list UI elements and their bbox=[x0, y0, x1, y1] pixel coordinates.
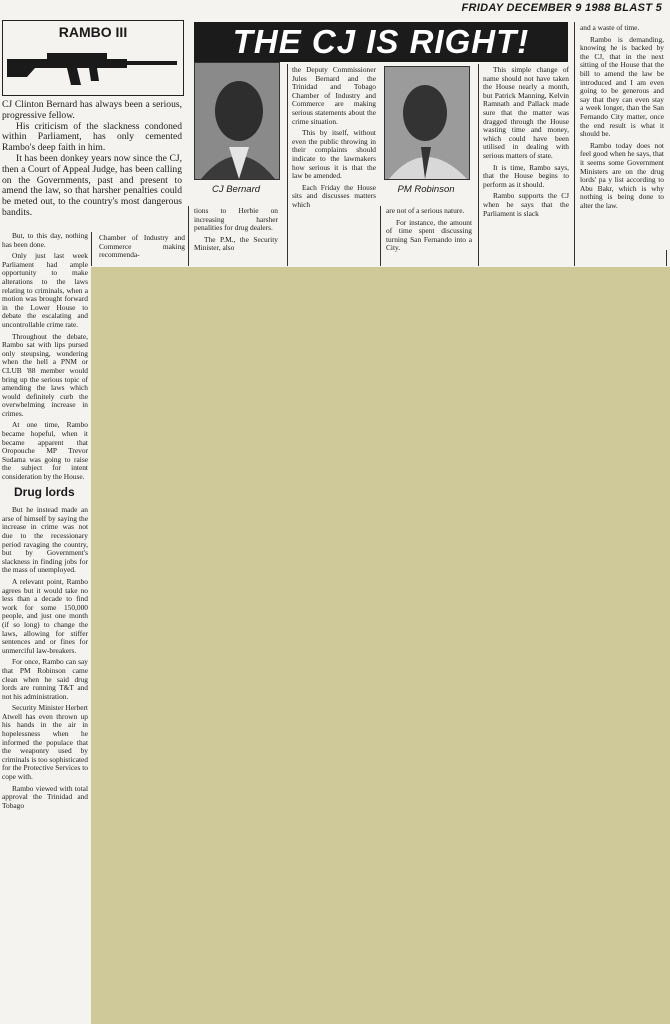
photo-pm-robinson bbox=[384, 66, 470, 180]
article-column-b bbox=[194, 207, 278, 256]
article-column-d bbox=[386, 207, 472, 256]
blank-page-area bbox=[91, 267, 670, 1024]
photo-caption-2: PM Robinson bbox=[397, 184, 455, 195]
paragraph: At one time, Rambo became hopeful, when it became apparent that Oropouche MP Trevor Sudama was going to raise the subject for intent consideration by the House. bbox=[2, 420, 88, 482]
column-rule bbox=[380, 206, 381, 266]
column-rule bbox=[287, 64, 288, 266]
portrait-icon bbox=[385, 67, 469, 179]
paragraph: the Deputy Commissioner Jules Bernard and the Trinidad and Tobago Chamber of Industry and Commerce are making serious statements about the crime situation. bbox=[292, 65, 376, 126]
paragraph: Each Friday the House sits and discusses matters which bbox=[292, 182, 376, 209]
paragraph: are not of a serious nature. bbox=[386, 206, 465, 215]
subheading: Drug lords bbox=[14, 484, 75, 499]
column-rule bbox=[188, 206, 189, 266]
paragraph: But, to this day, nothing has been done. bbox=[2, 231, 88, 249]
headline: THE CJ IS RIGHT! bbox=[194, 22, 568, 62]
dateline: FRIDAY DECEMBER 9 1988 BLAST 5 bbox=[461, 2, 662, 14]
paragraph: Only just last week Parliament had ample opportunity to make alterations to the laws relating to criminals, when a motion was brought forward in the Lower House to debate the escalating and uncontrollable crime rate. bbox=[2, 251, 88, 329]
photo-cj-bernard bbox=[194, 62, 280, 180]
paragraph: It is time, Rambo says, that the House begins to perform as it should. bbox=[483, 162, 569, 189]
column-rule bbox=[574, 22, 575, 266]
lead-paragraph: His criticism of the slackness condoned within Parliament, has only cemented Rambo's deep faith in him. bbox=[2, 120, 182, 154]
paragraph: For instance, the amount of time spent discussing turning San Fernando into a City. bbox=[386, 217, 472, 253]
paragraph: Rambo supports the CJ when he says that the Parliament is slack bbox=[483, 191, 569, 218]
paragraph: This simple change of name should not have taken the House nearly a month, but Patrick Manning, Kelvin Ramnath and Pallack made sure that the matter was dragged through the House wasting time and money, which could have been utilised in dealing with serious matters of state. bbox=[483, 65, 569, 160]
article-column-f bbox=[580, 24, 664, 213]
paragraph: and a waste of time. bbox=[580, 23, 640, 32]
paragraph: Rambo viewed with total approval the Trinidad and Tobago bbox=[2, 783, 88, 810]
column-title: RAMBO III bbox=[58, 24, 128, 40]
paragraph: tions to Herbie on increasing harsher penalities for drug dealers. bbox=[194, 206, 278, 233]
paragraph: Rambo today does not feel good when he says, that it seems some Government Ministers are on the drug lords' pa y list according to Abu Bakr, which is why nothing is being done to alter the law. bbox=[580, 140, 664, 210]
paragraph: Chamber of Industry and Commerce making recommenda- bbox=[99, 233, 185, 260]
column-logo-box bbox=[2, 20, 184, 96]
article-column-left bbox=[2, 232, 88, 813]
paragraph: This by itself, without even the public throwing in their complaints should indicate to the lawmakers how serious it is that the law be amended. bbox=[292, 128, 376, 181]
paragraph: The P.M., the Security Minister, also bbox=[194, 234, 278, 253]
column-rule bbox=[666, 250, 667, 266]
paragraph: A relevant point, Rambo agrees but it would take no less than a decade to find work for some 150,000 people, and just one month (if so long) to change the laws, allowing for stiffer sentences and or fines for unmerciful law-breakers. bbox=[2, 576, 88, 655]
photo-caption-1: CJ Bernard bbox=[211, 184, 261, 195]
paragraph: For once, Rambo can say that PM Robinson came clean when he said drug lords are running T&T and not his administration. bbox=[2, 657, 88, 701]
lead-paragraph: It has been donkey years now since the CJ, then a Court of Appeal Judge, has been calling on the Governments, past and present to amend the law, so that harsher penalties could be meted out, to the country's most dangerous bandits. bbox=[2, 152, 182, 218]
column-rule bbox=[91, 232, 92, 266]
paragraph: Rambo is demanding, knowing he is backed by the CJ, that in the next sitting of the House that the bill to amend the law be introduced and I am even going to be generous and say that they can even stay a week longer, than the San Fernando City matter, once the end result is what it should be. bbox=[580, 34, 664, 139]
lead-paragraph: CJ Clinton Bernard has always been a serious, progressive fellow. bbox=[2, 99, 182, 121]
paragraph: Security Minister Herbert Atwell has even thrown up his hands in the air in hopelessness when he informed the populace that the weaponry used by criminals is too sophisticated for the Protective Services to cope with. bbox=[2, 703, 89, 782]
lead-paragraphs bbox=[2, 100, 182, 219]
paragraph: Throughout the debate, Rambo sat with lips pursed only steupsing, wondering when the hell a PNM or CLUB '88 member would bring up the serious topic of amending the laws which would definitely curb the overwhelming increase in crimes. bbox=[2, 331, 88, 418]
article-column-e bbox=[483, 66, 569, 221]
rifle-icon bbox=[7, 47, 181, 87]
portrait-icon bbox=[195, 63, 279, 179]
column-rule bbox=[478, 64, 479, 266]
article-column-a bbox=[99, 234, 185, 263]
paragraph: But he instead made an arse of himself by saying the increase in crime was not due to the recessionary period ravaging the country, but by Government's slackness in finding jobs for the mass of unemployed. bbox=[2, 505, 88, 575]
article-column-c bbox=[292, 66, 376, 213]
